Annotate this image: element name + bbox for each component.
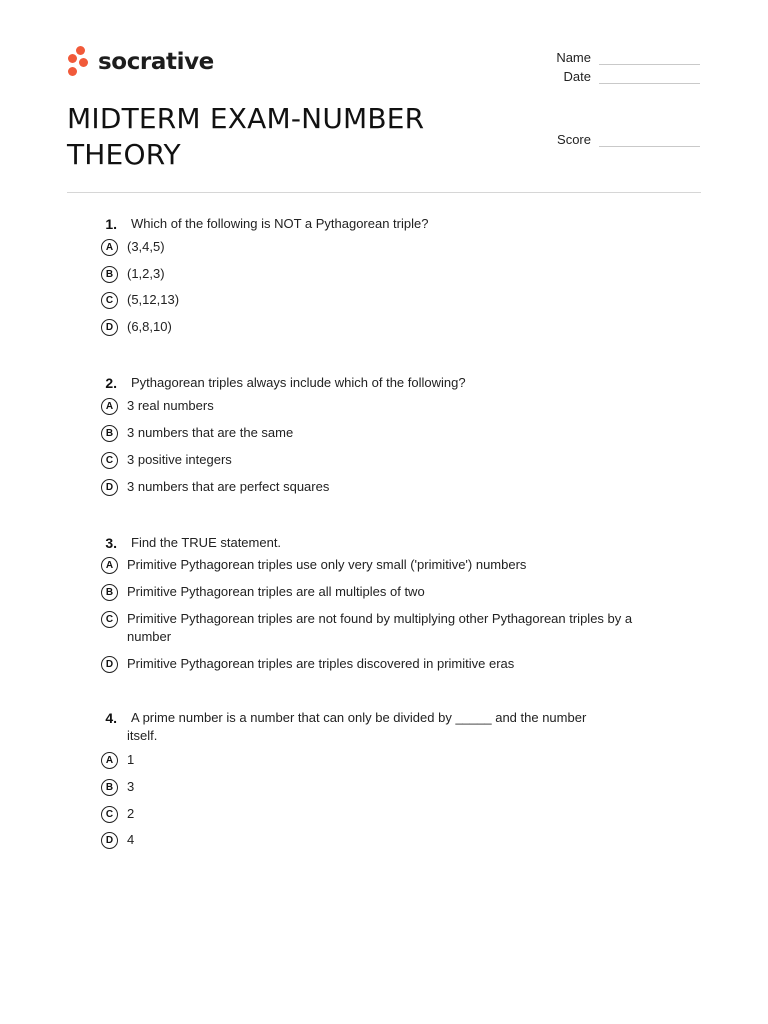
question-text: Which of the following is NOT a Pythagorean triple? [131,216,429,231]
date-field [520,67,700,85]
option-d-text: (6,8,10) [127,319,172,334]
option-c-marker: C [101,806,118,823]
option-c-marker: C [101,611,118,628]
score-label: Score [557,132,591,147]
score-field [520,130,700,148]
option-c-marker: C [101,292,118,309]
socrative-logo [67,45,214,79]
question-number: 1. [105,216,117,232]
option-a-text: Primitive Pythagorean triples use only very small ('primitive') numbers [127,557,527,572]
question-number: 2. [105,375,117,391]
score-line [599,145,700,147]
option-d-marker: D [101,479,118,496]
option-a-marker: A [101,398,118,415]
question-text: Pythagorean triples always include which of the following? [131,375,466,390]
date-line [599,82,700,84]
name-label: Name [556,50,591,65]
date-label: Date [563,69,591,84]
option-d-text: Primitive Pythagorean triples are triples discovered in primitive eras [127,656,515,671]
option-d-marker: D [101,656,118,673]
option-d-text: 4 [127,832,135,847]
option-d-marker: D [101,319,118,336]
option-a-text: 3 real numbers [127,398,214,413]
option-b-marker: B [101,266,118,283]
option-a-marker: A [101,239,118,256]
question-number: 4. [105,710,117,726]
option-c-text: (5,12,13) [127,292,180,307]
option-d-marker: D [101,832,118,849]
socrative-logo-icon [67,46,91,78]
option-b-text: 3 numbers that are the same [127,425,294,440]
option-b-marker: B [101,425,118,442]
question-text: A prime number is a number that can only be divided by _____ and the number itself. [127,710,587,743]
option-b-text: 3 [127,779,135,794]
name-field [520,48,700,66]
question-number: 3. [105,535,117,551]
question-text: Find the TRUE statement. [131,535,282,550]
name-line [599,63,700,65]
option-c-text: 2 [127,806,135,821]
option-b-marker: B [101,584,118,601]
page-title: MIDTERM EXAM-NUMBER THEORY [67,102,425,171]
option-c-text: 3 positive integers [127,452,232,467]
option-c-marker: C [101,452,118,469]
header-divider [67,192,701,193]
option-a-text: 1 [127,752,135,767]
option-b-text: Primitive Pythagorean triples are all multiples of two [127,584,425,599]
option-a-marker: A [101,557,118,574]
option-a-marker: A [101,752,118,769]
option-a-text: (3,4,5) [127,239,165,254]
option-d-text: 3 numbers that are perfect squares [127,479,330,494]
option-b-text: (1,2,3) [127,266,165,281]
option-c-text: Primitive Pythagorean triples are not found by multiplying other Pythagorean triples by a number [127,611,633,644]
brand-name: socrative [98,49,214,75]
option-b-marker: B [101,779,118,796]
